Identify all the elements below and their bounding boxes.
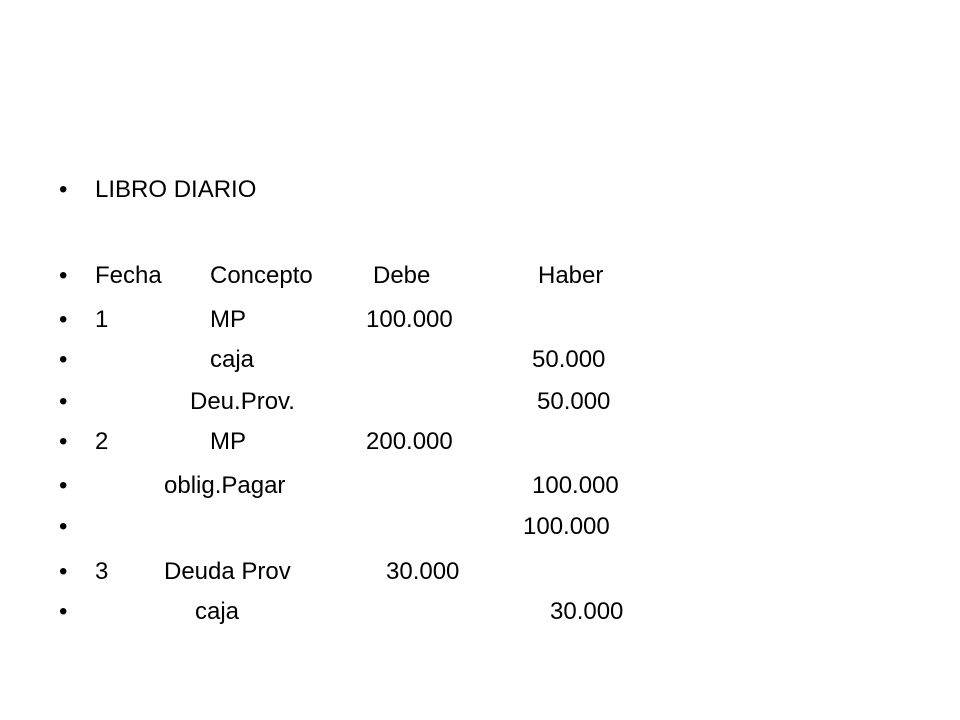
bullet: • — [59, 388, 68, 415]
bullet: • — [59, 346, 68, 373]
header-debe: Debe — [373, 262, 431, 289]
header-row — [0, 256, 960, 296]
journal-row — [0, 300, 960, 340]
row-haber: 50.000 — [532, 346, 606, 373]
bullet: • — [59, 428, 68, 455]
header-concepto: Concepto — [210, 262, 313, 289]
header-haber: Haber — [538, 262, 604, 289]
row-haber: 50.000 — [537, 388, 611, 415]
journal-row — [0, 592, 960, 632]
bullet: • — [59, 513, 68, 540]
row-concepto: Deuda Prov — [164, 558, 291, 585]
row-debe: 100.000 — [366, 306, 453, 333]
title-line — [0, 170, 960, 210]
journal-row — [0, 382, 960, 422]
row-concepto: caja — [195, 598, 240, 625]
row-debe: 200.000 — [366, 428, 453, 455]
row-concepto: oblig.Pagar — [164, 472, 286, 499]
row-haber: 30.000 — [550, 598, 624, 625]
row-fecha: 3 — [95, 558, 109, 585]
bullet: • — [59, 262, 68, 289]
bullet: • — [59, 558, 68, 585]
bullet: • — [59, 306, 68, 333]
row-fecha: 1 — [95, 306, 109, 333]
row-concepto: Deu.Prov. — [190, 388, 295, 415]
journal-row — [0, 422, 960, 462]
header-fecha: Fecha — [95, 262, 162, 289]
row-concepto: caja — [210, 346, 255, 373]
row-haber: 100.000 — [532, 472, 619, 499]
journal-row — [0, 466, 960, 506]
journal-row — [0, 552, 960, 592]
journal-row — [0, 507, 960, 547]
row-fecha: 2 — [95, 428, 109, 455]
row-haber: 100.000 — [523, 513, 610, 540]
bullet: • — [59, 472, 68, 499]
bullet: • — [59, 176, 68, 203]
journal-row — [0, 340, 960, 380]
bullet: • — [59, 598, 68, 625]
row-concepto: MP — [210, 306, 246, 333]
row-debe: 30.000 — [386, 558, 460, 585]
row-concepto: MP — [210, 428, 246, 455]
slide-title: LIBRO DIARIO — [95, 176, 257, 203]
